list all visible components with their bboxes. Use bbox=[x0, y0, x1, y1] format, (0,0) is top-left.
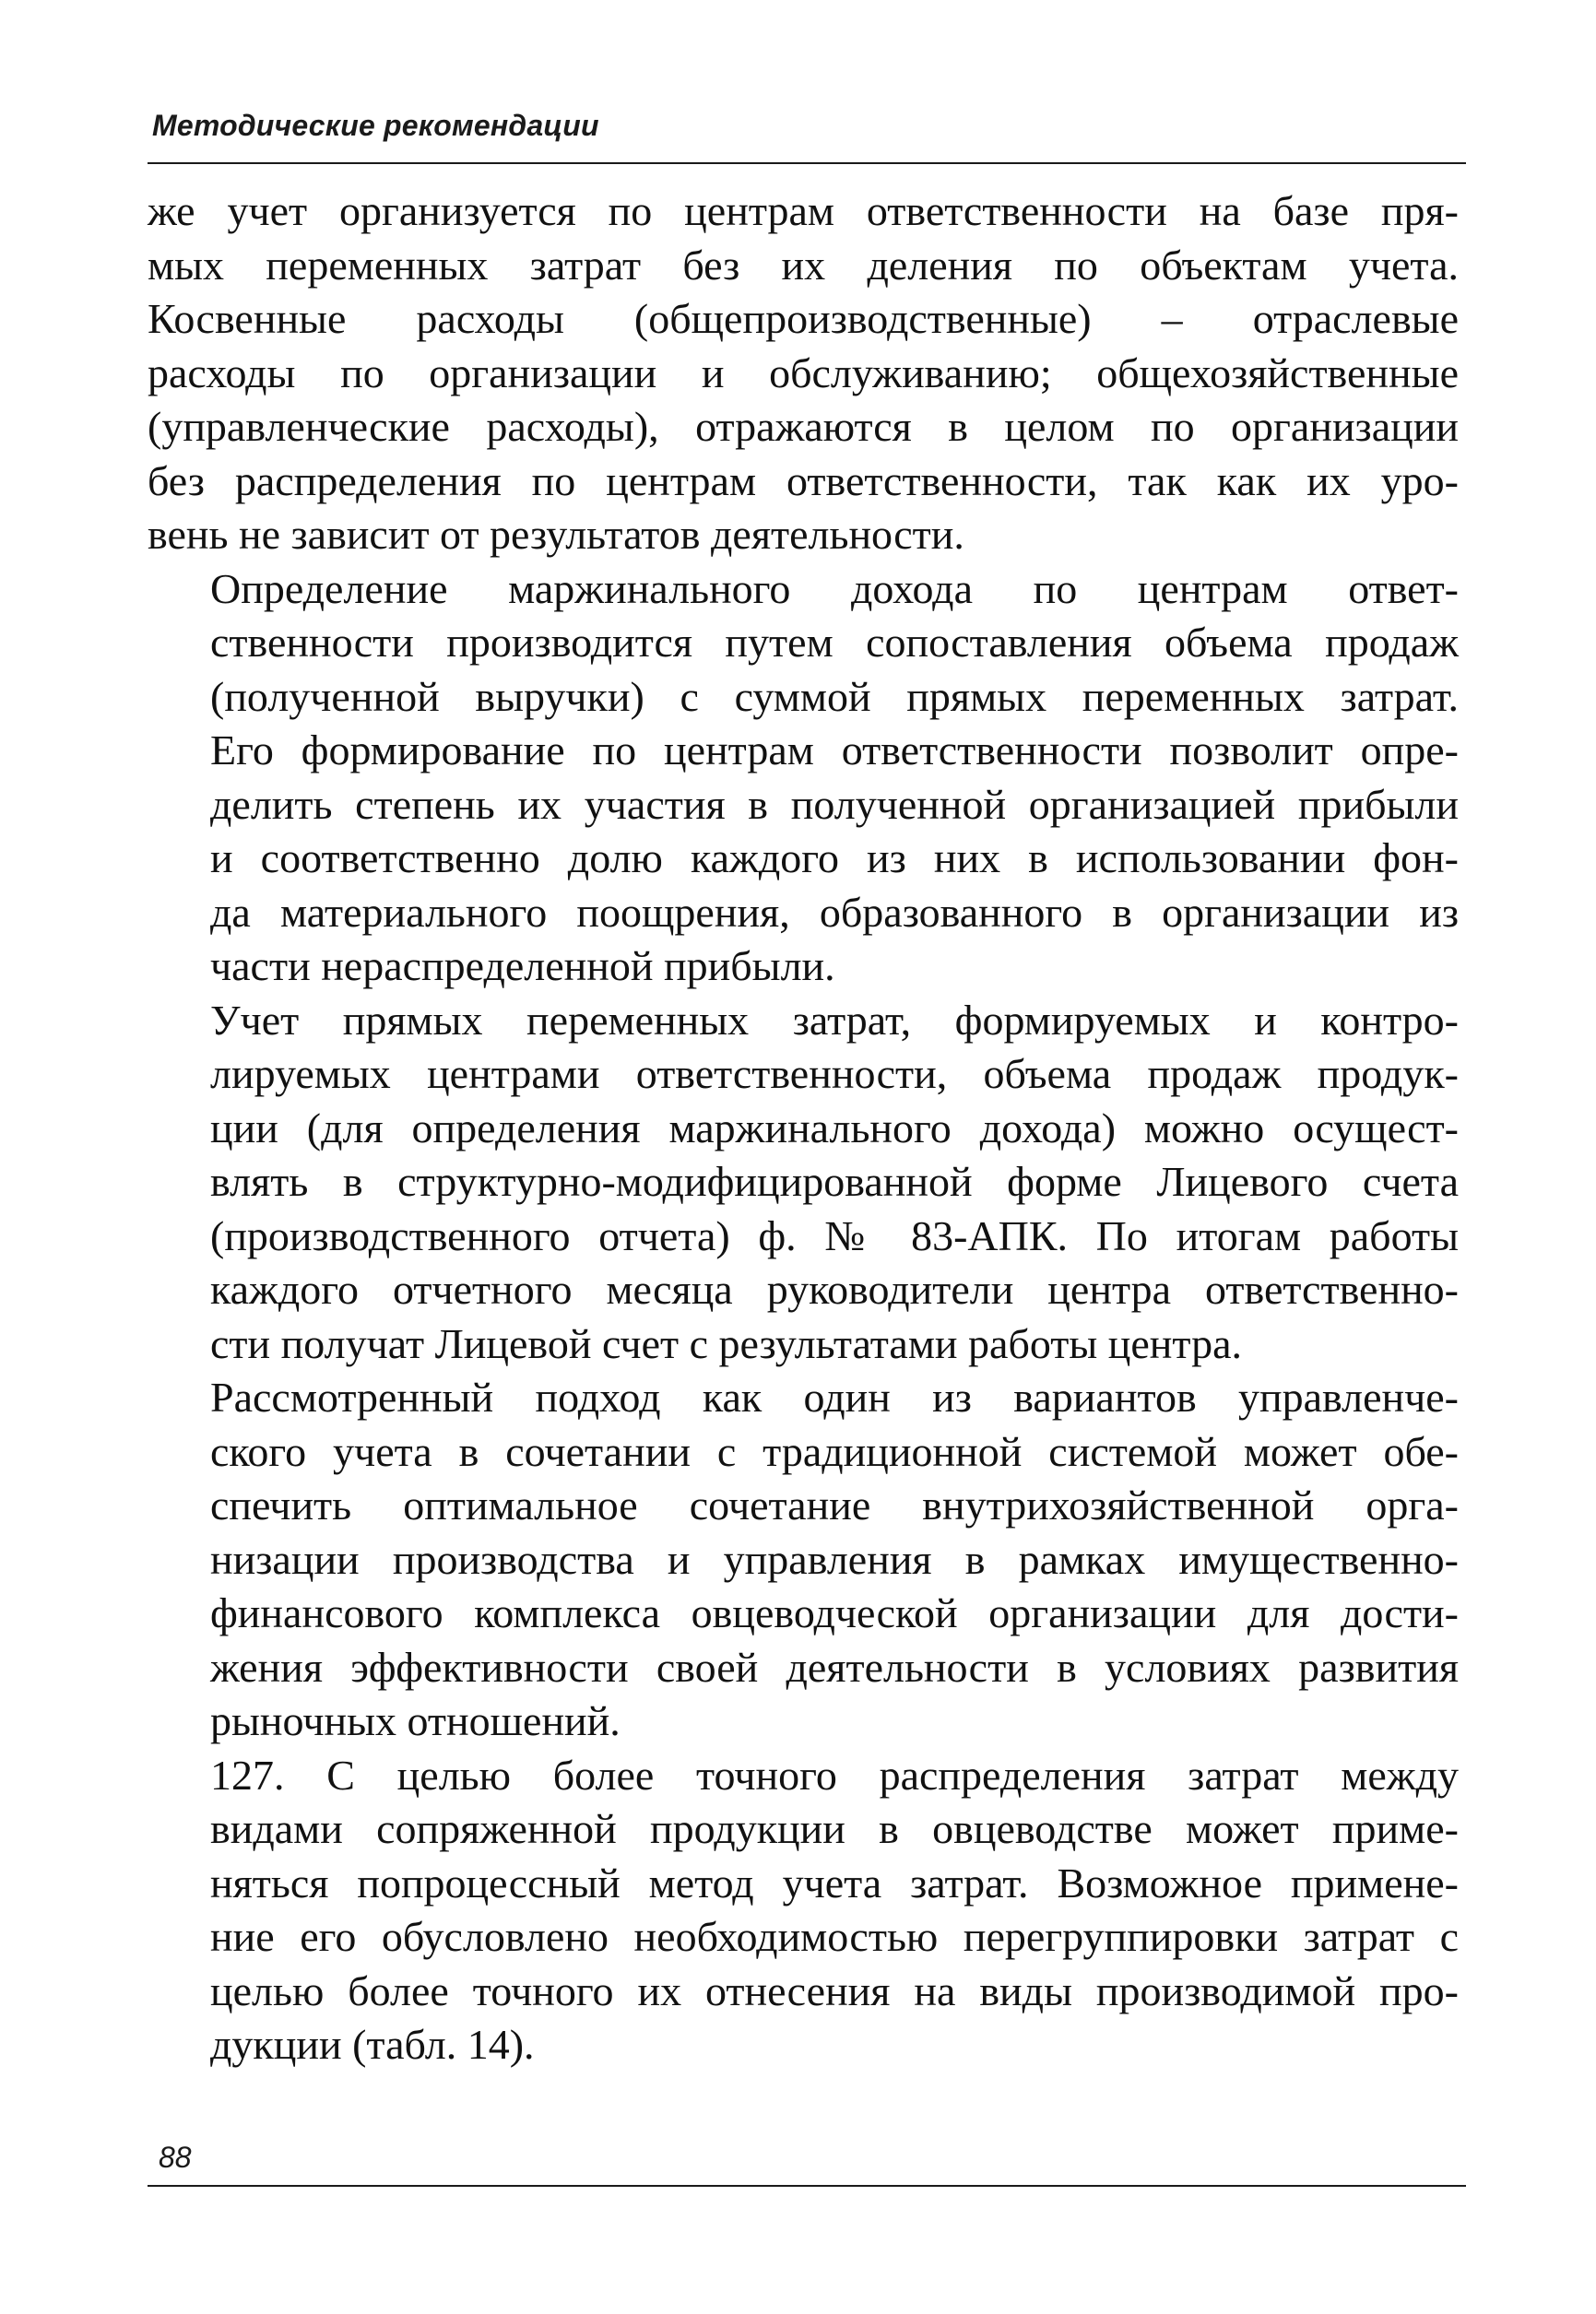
text-line: без распределения по центрам ответственности, так как их уро- bbox=[148, 456, 1459, 504]
text-line: рыночных отношений. bbox=[210, 1697, 621, 1744]
text-line: части нераспределенной прибыли. bbox=[210, 942, 835, 989]
paragraph-4 bbox=[148, 1371, 1459, 1749]
running-header-title: Методические рекомендации bbox=[152, 109, 599, 142]
text-line: ции (для определения маржинального дохода) можно осущест- bbox=[210, 1104, 1459, 1151]
text-line: видами сопряженной продукции в овцеводстве может приме- bbox=[210, 1805, 1459, 1852]
text-line: делить степень их участия в полученной организацией прибыли bbox=[210, 780, 1459, 828]
text-line: же учет организуется по центрам ответственности на базе пря- bbox=[148, 187, 1459, 234]
paragraph-2 bbox=[148, 562, 1459, 994]
text-line: (производственного отчета) ф. № 83-АПК. По итогам работы bbox=[210, 1211, 1459, 1259]
text-line: няться попроцессный метод учета затрат. Возможное примене- bbox=[210, 1859, 1459, 1907]
text-line: Учет прямых переменных затрат, формируемых и контро- bbox=[210, 996, 1459, 1044]
paragraph-5 bbox=[148, 1749, 1459, 2072]
page-body bbox=[148, 184, 1459, 2072]
text-line: лируемых центрами ответственности, объема продаж продук- bbox=[210, 1050, 1459, 1097]
text-line: 127. С целью более точного распределения затрат между bbox=[210, 1751, 1459, 1799]
text-line: ственности производится путем сопоставления объема продаж bbox=[210, 619, 1459, 666]
text-line: каждого отчетного месяца руководители центра ответственно- bbox=[210, 1266, 1459, 1313]
paragraph-1 bbox=[148, 184, 1459, 562]
text-line: да материального поощрения, образованного в организации из bbox=[210, 888, 1459, 936]
footer-divider bbox=[148, 2185, 1466, 2187]
text-line: Рассмотренный подход как один из вариантов управленче- bbox=[210, 1374, 1459, 1421]
text-line: Его формирование по центрам ответственности позволит опре- bbox=[210, 726, 1459, 773]
text-line: дукции (табл. 14). bbox=[210, 2021, 535, 2068]
text-line: Косвенные расходы (общепроизводственные) – отраслевые bbox=[148, 295, 1459, 342]
header-divider bbox=[148, 162, 1466, 164]
text-line: ние его обусловлено необходимостью перегруппировки затрат с bbox=[210, 1913, 1459, 1960]
text-line: мых переменных затрат без их деления по объектам учета. bbox=[148, 241, 1459, 289]
text-line: финансового комплекса овцеводческой организации для дости- bbox=[210, 1589, 1459, 1636]
text-line: и соответственно долю каждого из них в использовании фон- bbox=[210, 834, 1459, 881]
page-number: 88 bbox=[159, 2141, 192, 2174]
text-line: (полученной выручки) с суммой прямых переменных затрат. bbox=[210, 672, 1459, 720]
text-line: ского учета в сочетании с традиционной системой может обе- bbox=[210, 1427, 1459, 1475]
text-line: низации производства и управления в рамках имущественно- bbox=[210, 1535, 1459, 1583]
text-line: сти получат Лицевой счет с результатами работы центра. bbox=[210, 1319, 1243, 1367]
text-line: жения эффективности своей деятельности в условиях развития bbox=[210, 1643, 1459, 1691]
text-line: целью более точного их отнесения на виды производимой про- bbox=[210, 1966, 1459, 2014]
text-line: спечить оптимальное сочетание внутрихозяйственной орга- bbox=[210, 1482, 1459, 1529]
text-line: Определение маржинального дохода по центрам ответ- bbox=[210, 564, 1459, 612]
text-line: расходы по организации и обслуживанию; общехозяйственные bbox=[148, 348, 1459, 396]
text-line: (управленческие расходы), отражаются в целом по организации bbox=[148, 403, 1459, 450]
text-line: влять в структурно-модифицированной форме Лицевого счета bbox=[210, 1158, 1459, 1205]
paragraph-3 bbox=[148, 994, 1459, 1372]
text-line: вень не зависит от результатов деятельности. bbox=[148, 511, 964, 558]
